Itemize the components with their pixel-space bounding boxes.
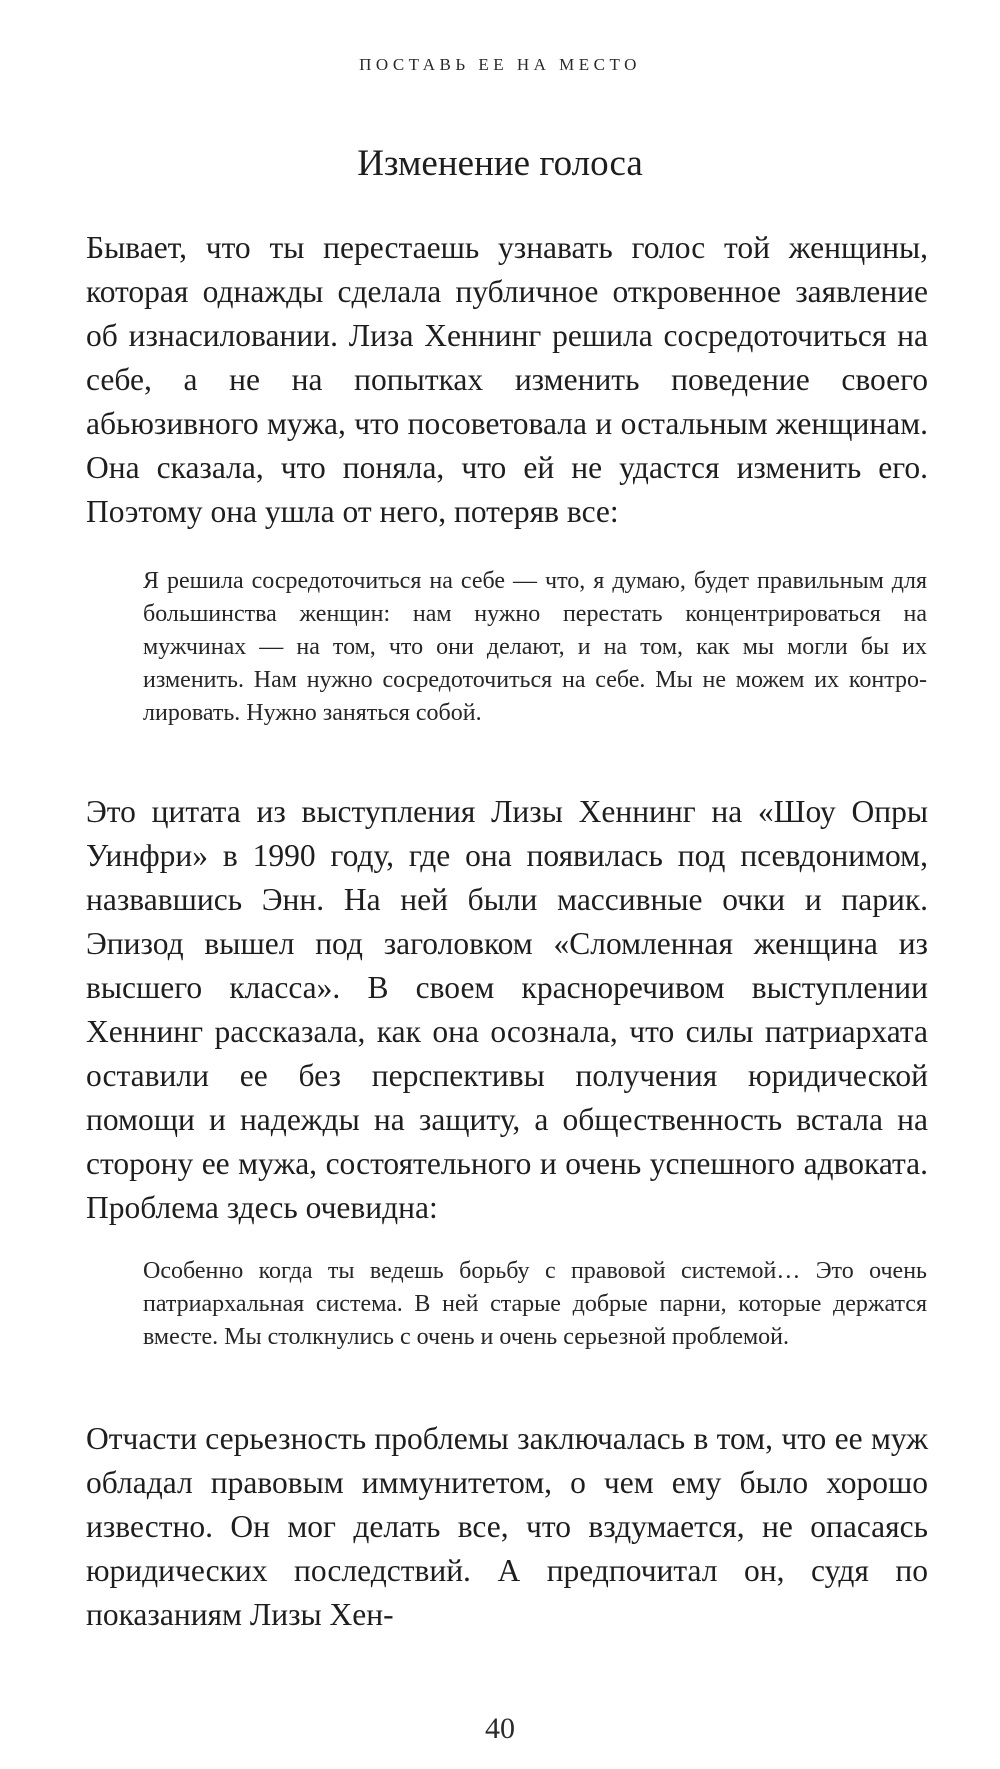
block-quote: Я решила сосредоточиться на себе — что, я думаю, будет правильным для большинства женщин: нам нужно перестать концентрироваться на мужчинах — на том, что они делают, и на том, как мы могли бы их изменить. Нам нужно сосредоточиться на себе. Мы не можем их контролировать. Нужно заняться собой. (143, 568, 927, 726)
body-paragraph: Бывает, что ты перестаешь узнавать голос той женщины, которая однажды сделала публичное откровенное заявление об изнасиловании. Лиза Хеннинг решила сосредоточиться на себе, а не на попытках изменить поведение своего абьюзивного мужа, что посоветовала и остальным женщинам. Она сказала, что поняла, что ей не удастся изменить его. Поэтому она ушла от него, потеряв все: (86, 230, 928, 529)
body-paragraph: Отчасти серьезность проблемы заключалась в том, что ее муж обладал правовым иммунитетом, о чем ему было хорошо известно. Он мог делать все, что вздумается, не опасаясь юридических последствий. А предпочитал он, судя по показаниям Лизы Хен- (86, 1421, 928, 1632)
body-paragraph: Это цитата из выступления Лизы Хеннинг на «Шоу Опры Уинфри» в 1990 году, где она появилась под псевдонимом, назвавшись Энн. На ней были массивные очки и парик. Эпизод вышел под заголовком «Сломленная женщина из высшего класса». В своем красноречивом выступлении Хеннинг рассказала, как она осознала, что силы патриархата оставили ее без перспективы получения юридической помощи и надежды на защиту, а общественность встала на сторону ее мужа, состоятельного и очень успешного адвоката. Проблема здесь очевидна: (86, 794, 928, 1225)
running-head: ПОСТАВЬ ЕЕ НА МЕСТО (359, 55, 641, 74)
block-quote: Особенно когда ты ведешь борьбу с правовой системой… Это очень патриархальная система. В ней старые добрые парни, которые держатся вместе. Мы столкнулись с очень и очень серьезной проблемой. (143, 1258, 927, 1350)
section-title: Изменение голоса (357, 143, 643, 184)
page-number: 40 (485, 1712, 515, 1745)
